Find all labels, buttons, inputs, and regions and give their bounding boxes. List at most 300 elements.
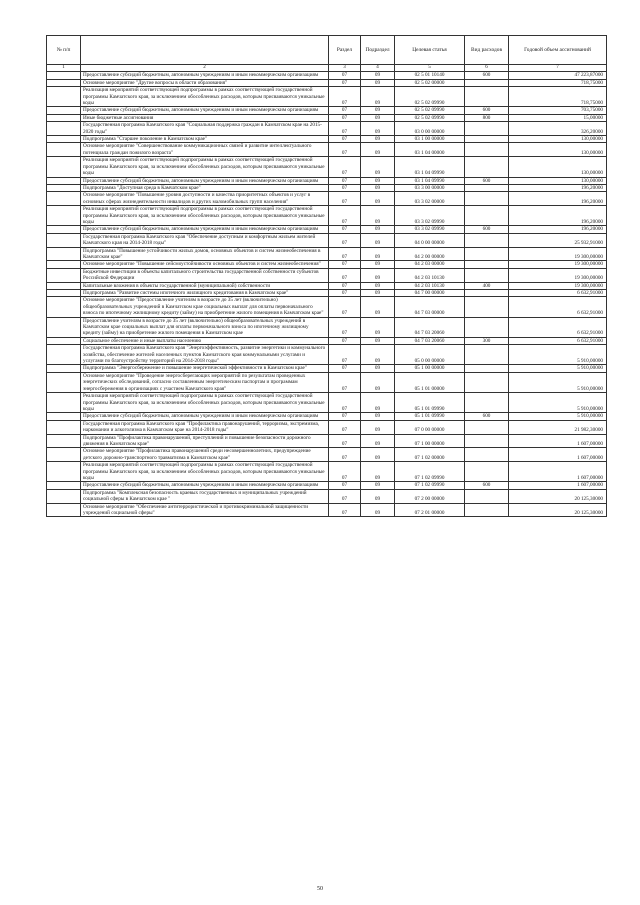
row-num-cell — [47, 482, 81, 489]
row-vid-cell: 400 — [465, 282, 509, 289]
row-summa-cell: 718,75000 — [509, 79, 607, 86]
row-razdel-cell: 07 — [329, 233, 361, 247]
row-razdel-cell: 07 — [329, 372, 361, 392]
row-razdel-cell: 07 — [329, 420, 361, 434]
row-num-cell — [47, 413, 81, 420]
table-row — [47, 79, 607, 86]
row-vid-cell — [465, 136, 509, 143]
row-vid-cell — [465, 143, 509, 157]
row-name-cell: Бюджетные инвестиции в объекты капитального строительства государственной собственности субъектов Российской Федерации — [81, 268, 329, 282]
row-num-cell — [47, 290, 81, 297]
row-num-cell — [47, 448, 81, 462]
row-vid-cell — [465, 393, 509, 413]
row-summa-cell: 19 300,00000 — [509, 247, 607, 261]
row-razdel-cell: 07 — [329, 297, 361, 317]
table-row — [47, 177, 607, 184]
table-body — [47, 72, 607, 517]
row-summa-cell: 130,00000 — [509, 157, 607, 177]
row-podrazdel-cell: 09 — [361, 136, 395, 143]
row-summa-cell: 130,00000 — [509, 143, 607, 157]
row-num-cell — [47, 226, 81, 233]
row-summa-cell: 20 125,30000 — [509, 503, 607, 517]
row-num-cell — [47, 184, 81, 191]
row-summa-cell: 196,20000 — [509, 192, 607, 206]
header-name — [81, 36, 329, 65]
row-celevaya-cell: 05 1 01 09990 — [395, 393, 465, 413]
row-summa-cell: 21 982,30000 — [509, 420, 607, 434]
header-celevaya-statya: Целевая статья — [395, 36, 465, 65]
row-razdel-cell: 07 — [329, 345, 361, 365]
table-row — [47, 282, 607, 289]
row-razdel-cell: 07 — [329, 393, 361, 413]
row-summa-cell: 20 125,30000 — [509, 489, 607, 503]
row-podrazdel-cell: 09 — [361, 290, 395, 297]
row-num-cell — [47, 345, 81, 365]
row-razdel-cell: 07 — [329, 448, 361, 462]
row-razdel-cell: 07 — [329, 268, 361, 282]
table-row — [47, 157, 607, 177]
row-podrazdel-cell: 09 — [361, 247, 395, 261]
row-vid-cell: 600 — [465, 482, 509, 489]
row-summa-cell: 196,20000 — [509, 184, 607, 191]
row-name-cell: Капитальные вложения в объекты государственной (муниципальной) собственности — [81, 282, 329, 289]
row-summa-cell: 1 607,00000 — [509, 482, 607, 489]
row-celevaya-cell: 02 5 02 09990 — [395, 114, 465, 121]
row-summa-cell: 718,75000 — [509, 87, 607, 107]
row-podrazdel-cell: 09 — [361, 177, 395, 184]
row-vid-cell — [465, 184, 509, 191]
row-celevaya-cell: 04 0 00 00000 — [395, 233, 465, 247]
row-vid-cell — [465, 87, 509, 107]
row-vid-cell — [465, 503, 509, 517]
row-num-cell — [47, 297, 81, 317]
row-celevaya-cell: 07 2 01 00000 — [395, 503, 465, 517]
row-name-cell: Государственная программа Камчатского края "Энергоэффективность, развитие энергетики и коммунального хозяйства, обеспечение жителей населенных пунктов Камчатского края коммунальными услугами и услугами по благоустройству территорий на 2014-2018 годы" — [81, 345, 329, 365]
row-celevaya-cell: 07 1 00 00000 — [395, 434, 465, 448]
row-vid-cell: 600 — [465, 413, 509, 420]
page-number: 50 — [317, 886, 323, 892]
row-podrazdel-cell: 09 — [361, 261, 395, 268]
table-row — [47, 365, 607, 372]
column-number: 6 — [465, 65, 509, 72]
row-celevaya-cell: 04 2 03 10130 — [395, 268, 465, 282]
row-num-cell — [47, 268, 81, 282]
row-podrazdel-cell: 09 — [361, 282, 395, 289]
row-num-cell — [47, 192, 81, 206]
row-podrazdel-cell: 09 — [361, 337, 395, 344]
row-celevaya-cell: 02 5 02 00000 — [395, 79, 465, 86]
row-celevaya-cell: 05 1 01 00000 — [395, 372, 465, 392]
row-celevaya-cell: 04 7 03 20060 — [395, 337, 465, 344]
row-razdel-cell: 07 — [329, 261, 361, 268]
row-name-cell: Основное мероприятие "Обеспечение антитеррористической и противокриминальной защищенности учреждений социальной сферы" — [81, 503, 329, 517]
row-summa-cell: 1 607,00000 — [509, 434, 607, 448]
row-num-cell — [47, 87, 81, 107]
row-name-cell: Подпрограмма "Комплексная безопасность краевых государственных и муниципальных учреждений социальной сферы в Камчатском крае " — [81, 489, 329, 503]
row-razdel-cell: 07 — [329, 136, 361, 143]
row-name-cell: Предоставление субсидий бюджетным, автономным учреждениям и иным некоммерческим организациям — [81, 107, 329, 114]
row-num-cell — [47, 337, 81, 344]
column-number-row — [47, 65, 607, 72]
row-summa-cell: 196,20000 — [509, 206, 607, 226]
row-celevaya-cell: 03 1 04 09990 — [395, 177, 465, 184]
row-podrazdel-cell: 09 — [361, 317, 395, 337]
table-row — [47, 247, 607, 261]
row-podrazdel-cell: 09 — [361, 482, 395, 489]
column-number: 7 — [509, 65, 607, 72]
row-vid-cell — [465, 345, 509, 365]
row-name-cell: Подпрограмма "Доступная среда в Камчатском крае" — [81, 184, 329, 191]
table-row — [47, 87, 607, 107]
row-num-cell — [47, 122, 81, 136]
row-podrazdel-cell: 09 — [361, 107, 395, 114]
table-row — [47, 489, 607, 503]
row-celevaya-cell: 07 2 00 00000 — [395, 489, 465, 503]
row-num-cell — [47, 462, 81, 482]
row-razdel-cell: 07 — [329, 206, 361, 226]
row-celevaya-cell: 03 3 02 09990 — [395, 226, 465, 233]
table-row — [47, 393, 607, 413]
row-vid-cell — [465, 489, 509, 503]
row-summa-cell: 130,00000 — [509, 177, 607, 184]
table-row — [47, 372, 607, 392]
row-razdel-cell: 07 — [329, 317, 361, 337]
row-summa-cell: 6 632,91000 — [509, 317, 607, 337]
row-name-cell: Подпрограмма "Развитие системы ипотечного жилищного кредитования в Камчатском крае" — [81, 290, 329, 297]
row-celevaya-cell: 03 1 00 00000 — [395, 136, 465, 143]
row-num-cell — [47, 233, 81, 247]
row-razdel-cell: 07 — [329, 434, 361, 448]
row-razdel-cell: 07 — [329, 282, 361, 289]
row-celevaya-cell: 04 7 00 00000 — [395, 290, 465, 297]
row-podrazdel-cell: 09 — [361, 206, 395, 226]
row-podrazdel-cell: 09 — [361, 345, 395, 365]
row-vid-cell: 800 — [465, 114, 509, 121]
table-row — [47, 297, 607, 317]
row-podrazdel-cell: 09 — [361, 143, 395, 157]
row-celevaya-cell: 04 7 03 20060 — [395, 317, 465, 337]
row-podrazdel-cell: 09 — [361, 79, 395, 86]
row-num-cell — [47, 247, 81, 261]
row-vid-cell — [465, 233, 509, 247]
row-razdel-cell: 07 — [329, 247, 361, 261]
budget-table-sheet — [46, 35, 606, 517]
row-vid-cell: 300 — [465, 337, 509, 344]
row-vid-cell: 600 — [465, 177, 509, 184]
row-podrazdel-cell: 09 — [361, 448, 395, 462]
row-vid-cell — [465, 448, 509, 462]
row-name-cell: Основное мероприятие "Предоставление учителям в возрасте до 35 лет (включительно) общеобразовательных учреждений в Камчатском крае социальных выплат для оплаты первоначального взноса по ипотечному жилищному кредиту (займу) на приобретение жилого помещения в Камчатском крае" — [81, 297, 329, 317]
column-number: 3 — [329, 65, 361, 72]
row-name-cell: Основное мероприятие "Другие вопросы в области образования" — [81, 79, 329, 86]
row-razdel-cell: 07 — [329, 489, 361, 503]
row-vid-cell — [465, 206, 509, 226]
row-razdel-cell: 07 — [329, 143, 361, 157]
row-celevaya-cell: 04 2 03 10130 — [395, 282, 465, 289]
row-razdel-cell: 07 — [329, 290, 361, 297]
row-razdel-cell: 07 — [329, 192, 361, 206]
row-name-cell: Реализация мероприятий соответствующей подпрограммы в рамках соответствующей государственной программы Камчатского края, за исключением обособленных расходов, которым присваиваются уникальные коды — [81, 157, 329, 177]
row-razdel-cell: 07 — [329, 503, 361, 517]
table-row — [47, 72, 607, 79]
row-name-cell: Предоставление субсидий бюджетным, автономным учреждениям и иным некоммерческим организациям — [81, 226, 329, 233]
row-num-cell — [47, 372, 81, 392]
table-row — [47, 114, 607, 121]
row-num-cell — [47, 72, 81, 79]
row-vid-cell: 600 — [465, 107, 509, 114]
row-vid-cell — [465, 317, 509, 337]
table-row — [47, 448, 607, 462]
row-vid-cell — [465, 192, 509, 206]
row-summa-cell: 47 223,87000 — [509, 72, 607, 79]
row-name-cell: Подпрограмма "Повышение устойчивости жилых домов, основных объектов и систем жизнеобеспечения в Камчатском крае" — [81, 247, 329, 261]
row-podrazdel-cell: 09 — [361, 87, 395, 107]
row-razdel-cell: 07 — [329, 462, 361, 482]
row-num-cell — [47, 420, 81, 434]
row-podrazdel-cell: 09 — [361, 372, 395, 392]
row-num-cell — [47, 317, 81, 337]
row-name-cell: Подпрограмма "Профилактика правонарушений, преступлений и повышение безопасности дорожного движения в Камчатском крае" — [81, 434, 329, 448]
column-number: 1 — [47, 65, 81, 72]
row-podrazdel-cell: 09 — [361, 268, 395, 282]
table-row — [47, 107, 607, 114]
row-podrazdel-cell: 09 — [361, 393, 395, 413]
row-razdel-cell: 07 — [329, 184, 361, 191]
row-num-cell — [47, 282, 81, 289]
row-vid-cell — [465, 462, 509, 482]
row-summa-cell: 15,00000 — [509, 114, 607, 121]
row-name-cell: Основное мероприятие "Повышение сейсмоустойчивости основных объектов и систем жизнеобеспечения" — [81, 261, 329, 268]
row-name-cell: Предоставление субсидий бюджетным, автономным учреждениям и иным некоммерческим организациям — [81, 413, 329, 420]
table-row — [47, 337, 607, 344]
row-podrazdel-cell: 09 — [361, 122, 395, 136]
row-podrazdel-cell: 09 — [361, 226, 395, 233]
table-row — [47, 206, 607, 226]
table-row — [47, 233, 607, 247]
row-summa-cell: 703,75000 — [509, 107, 607, 114]
row-num-cell — [47, 489, 81, 503]
table-row — [47, 345, 607, 365]
table-row — [47, 184, 607, 191]
row-celevaya-cell: 07 1 02 00000 — [395, 448, 465, 462]
row-vid-cell — [465, 157, 509, 177]
row-vid-cell — [465, 372, 509, 392]
table-row — [47, 413, 607, 420]
row-celevaya-cell: 04 2 00 00000 — [395, 247, 465, 261]
table-row — [47, 420, 607, 434]
row-celevaya-cell: 07 1 02 09990 — [395, 482, 465, 489]
row-name-cell: Предоставление учителям в возрасте до 35 лет (включительно) общеобразовательных учреждений в Камчатском крае социальных выплат для оплаты первоначального взноса по ипотечному жилищному кредиту (займу) на приобретение жилого помещения в Камчатском крае — [81, 317, 329, 337]
row-summa-cell: 5 910,00000 — [509, 345, 607, 365]
row-summa-cell: 5 910,00000 — [509, 413, 607, 420]
row-vid-cell — [465, 420, 509, 434]
row-celevaya-cell: 02 5 01 10140 — [395, 72, 465, 79]
row-name-cell: Государственная программа Камчатского края "Профилактика правонарушений, терроризма, экстремизма, наркомании и алкоголизма в Камчатском крае на 2014-2018 годы" — [81, 420, 329, 434]
table-row — [47, 226, 607, 233]
header-num: № п/п — [47, 36, 81, 65]
budget-table — [46, 35, 607, 517]
table-row — [47, 192, 607, 206]
column-number: 5 — [395, 65, 465, 72]
row-podrazdel-cell: 09 — [361, 157, 395, 177]
row-summa-cell: 25 932,91000 — [509, 233, 607, 247]
table-row — [47, 434, 607, 448]
row-vid-cell — [465, 365, 509, 372]
row-num-cell — [47, 206, 81, 226]
table-row — [47, 503, 607, 517]
table-row — [47, 261, 607, 268]
row-summa-cell: 5 910,00000 — [509, 393, 607, 413]
table-row — [47, 143, 607, 157]
row-num-cell — [47, 143, 81, 157]
row-vid-cell — [465, 268, 509, 282]
row-name-cell: Основное мероприятие "Профилактика правонарушений среди несовершеннолетних, предупреждение детского дорожно-транспортного травматизма в Камчатском крае" — [81, 448, 329, 462]
column-number: 2 — [81, 65, 329, 72]
row-num-cell — [47, 107, 81, 114]
row-vid-cell: 600 — [465, 72, 509, 79]
header-podrazdel: Подраздел — [361, 36, 395, 65]
row-num-cell — [47, 261, 81, 268]
row-num-cell — [47, 79, 81, 86]
table-row — [47, 462, 607, 482]
row-name-cell: Основное мероприятие "Проведение энергосберегающих мероприятий по результатам проведенных энергетических обследований, согласно составленным энергетическим паспортам и программам энергосбережения в организациях с участием Камчатского края" — [81, 372, 329, 392]
row-summa-cell: 6 632,91000 — [509, 290, 607, 297]
table-row — [47, 482, 607, 489]
table-row — [47, 268, 607, 282]
row-celevaya-cell: 03 3 02 00000 — [395, 192, 465, 206]
row-podrazdel-cell: 09 — [361, 489, 395, 503]
row-name-cell: Предоставление субсидий бюджетным, автономным учреждениям и иным некоммерческим организациям — [81, 482, 329, 489]
row-podrazdel-cell: 09 — [361, 503, 395, 517]
table-row — [47, 290, 607, 297]
row-num-cell — [47, 503, 81, 517]
row-num-cell — [47, 136, 81, 143]
header-razdel: Раздел — [329, 36, 361, 65]
row-summa-cell: 6 632,91000 — [509, 337, 607, 344]
row-razdel-cell: 07 — [329, 72, 361, 79]
row-razdel-cell: 07 — [329, 177, 361, 184]
row-summa-cell: 326,20000 — [509, 122, 607, 136]
row-name-cell: Иные бюджетные ассигнования — [81, 114, 329, 121]
column-number: 4 — [361, 65, 395, 72]
row-podrazdel-cell: 09 — [361, 233, 395, 247]
row-name-cell: Реализация мероприятий соответствующей подпрограммы в рамках соответствующей государственной программы Камчатского края, за исключением обособленных расходов, которым присваиваются уникальные коды — [81, 206, 329, 226]
row-summa-cell: 6 632,91000 — [509, 297, 607, 317]
row-podrazdel-cell: 09 — [361, 72, 395, 79]
row-celevaya-cell: 05 0 00 00000 — [395, 345, 465, 365]
row-celevaya-cell: 05 1 01 09990 — [395, 413, 465, 420]
row-celevaya-cell: 02 5 02 09990 — [395, 87, 465, 107]
row-podrazdel-cell: 09 — [361, 420, 395, 434]
row-celevaya-cell: 04 7 03 00000 — [395, 297, 465, 317]
row-vid-cell — [465, 122, 509, 136]
row-vid-cell — [465, 434, 509, 448]
row-celevaya-cell: 03 3 00 00000 — [395, 184, 465, 191]
row-summa-cell: 19 300,00000 — [509, 261, 607, 268]
row-summa-cell: 1 607,00000 — [509, 448, 607, 462]
row-num-cell — [47, 114, 81, 121]
row-name-cell: Реализация мероприятий соответствующей подпрограммы в рамках соответствующей государственной программы Камчатского края, за исключением обособленных расходов, которым присваиваются уникальные коды — [81, 87, 329, 107]
row-razdel-cell: 07 — [329, 413, 361, 420]
row-razdel-cell: 07 — [329, 482, 361, 489]
row-num-cell — [47, 157, 81, 177]
row-vid-cell — [465, 290, 509, 297]
row-name-cell: Государственная программа Камчатского края "Социальная поддержка граждан в Камчатском крае на 2015-2020 годы" — [81, 122, 329, 136]
table-row — [47, 136, 607, 143]
row-celevaya-cell: 03 1 04 09990 — [395, 157, 465, 177]
row-num-cell — [47, 393, 81, 413]
row-num-cell — [47, 365, 81, 372]
row-celevaya-cell: 03 3 02 09990 — [395, 206, 465, 226]
row-name-cell: Реализация мероприятий соответствующей подпрограммы в рамках соответствующей государственной программы Камчатского края, за исключением обособленных расходов, которым присваиваются уникальные коды — [81, 462, 329, 482]
table-row — [47, 317, 607, 337]
row-celevaya-cell: 07 1 02 09990 — [395, 462, 465, 482]
row-summa-cell: 130,00000 — [509, 136, 607, 143]
row-num-cell — [47, 177, 81, 184]
row-podrazdel-cell: 09 — [361, 462, 395, 482]
row-celevaya-cell: 04 2 03 00000 — [395, 261, 465, 268]
header-row — [47, 36, 607, 65]
row-podrazdel-cell: 09 — [361, 413, 395, 420]
row-celevaya-cell: 03 1 04 00000 — [395, 143, 465, 157]
row-celevaya-cell: 03 0 00 00000 — [395, 122, 465, 136]
row-podrazdel-cell: 09 — [361, 434, 395, 448]
row-name-cell: Предоставление субсидий бюджетным, автономным учреждениям и иным некоммерческим организациям — [81, 72, 329, 79]
row-vid-cell — [465, 297, 509, 317]
row-vid-cell — [465, 247, 509, 261]
row-summa-cell: 1 607,00000 — [509, 462, 607, 482]
row-podrazdel-cell: 09 — [361, 184, 395, 191]
row-podrazdel-cell: 09 — [361, 192, 395, 206]
row-razdel-cell: 07 — [329, 87, 361, 107]
row-name-cell: Основное мероприятие "Совершенствование коммуникационных связей и развитие интеллектуального потенциала граждан пожилого возраста" — [81, 143, 329, 157]
row-name-cell: Государственная программа Камчатского края "Обеспечение доступным и комфортным жильем жителей Камчатского края на 2014-2018 годы" — [81, 233, 329, 247]
header-summa: Годовой объем ассигнований — [509, 36, 607, 65]
row-vid-cell — [465, 79, 509, 86]
row-razdel-cell: 07 — [329, 365, 361, 372]
row-name-cell: Подпрограмма "Энергосбережение и повышение энергетической эффективности в Камчатском крае" — [81, 365, 329, 372]
row-razdel-cell: 07 — [329, 79, 361, 86]
row-vid-cell: 600 — [465, 226, 509, 233]
row-razdel-cell: 07 — [329, 226, 361, 233]
row-name-cell: Социальное обеспечение и иные выплаты населению — [81, 337, 329, 344]
row-name-cell: Реализация мероприятий соответствующей подпрограммы в рамках соответствующей государственной программы Камчатского края, за исключением обособленных расходов, которым присваиваются уникальные коды — [81, 393, 329, 413]
row-name-cell: Подпрограмма "Старшее поколение в Камчатском крае" — [81, 136, 329, 143]
header-vid-raskhodov: Вид расходов — [465, 36, 509, 65]
row-name-cell: Основное мероприятие "Повышение уровня доступности и качества приоритетных объектов и услуг в основных сферах жизнедеятельности инвалидов и других маломобильных групп населения" — [81, 192, 329, 206]
row-podrazdel-cell: 09 — [361, 365, 395, 372]
row-summa-cell: 5 910,00000 — [509, 372, 607, 392]
row-summa-cell: 19 300,00000 — [509, 282, 607, 289]
row-vid-cell — [465, 261, 509, 268]
row-razdel-cell: 07 — [329, 114, 361, 121]
row-summa-cell: 5 910,00000 — [509, 365, 607, 372]
row-razdel-cell: 07 — [329, 107, 361, 114]
row-podrazdel-cell: 09 — [361, 114, 395, 121]
row-razdel-cell: 07 — [329, 157, 361, 177]
row-name-cell: Предоставление субсидий бюджетным, автономным учреждениям и иным некоммерческим организациям — [81, 177, 329, 184]
row-razdel-cell: 07 — [329, 337, 361, 344]
row-celevaya-cell: 05 1 00 00000 — [395, 365, 465, 372]
row-summa-cell: 19 300,00000 — [509, 268, 607, 282]
table-row — [47, 122, 607, 136]
row-razdel-cell: 07 — [329, 122, 361, 136]
row-celevaya-cell: 02 5 02 09990 — [395, 107, 465, 114]
row-summa-cell: 196,20000 — [509, 226, 607, 233]
row-podrazdel-cell: 09 — [361, 297, 395, 317]
row-num-cell — [47, 434, 81, 448]
row-celevaya-cell: 07 0 00 00000 — [395, 420, 465, 434]
